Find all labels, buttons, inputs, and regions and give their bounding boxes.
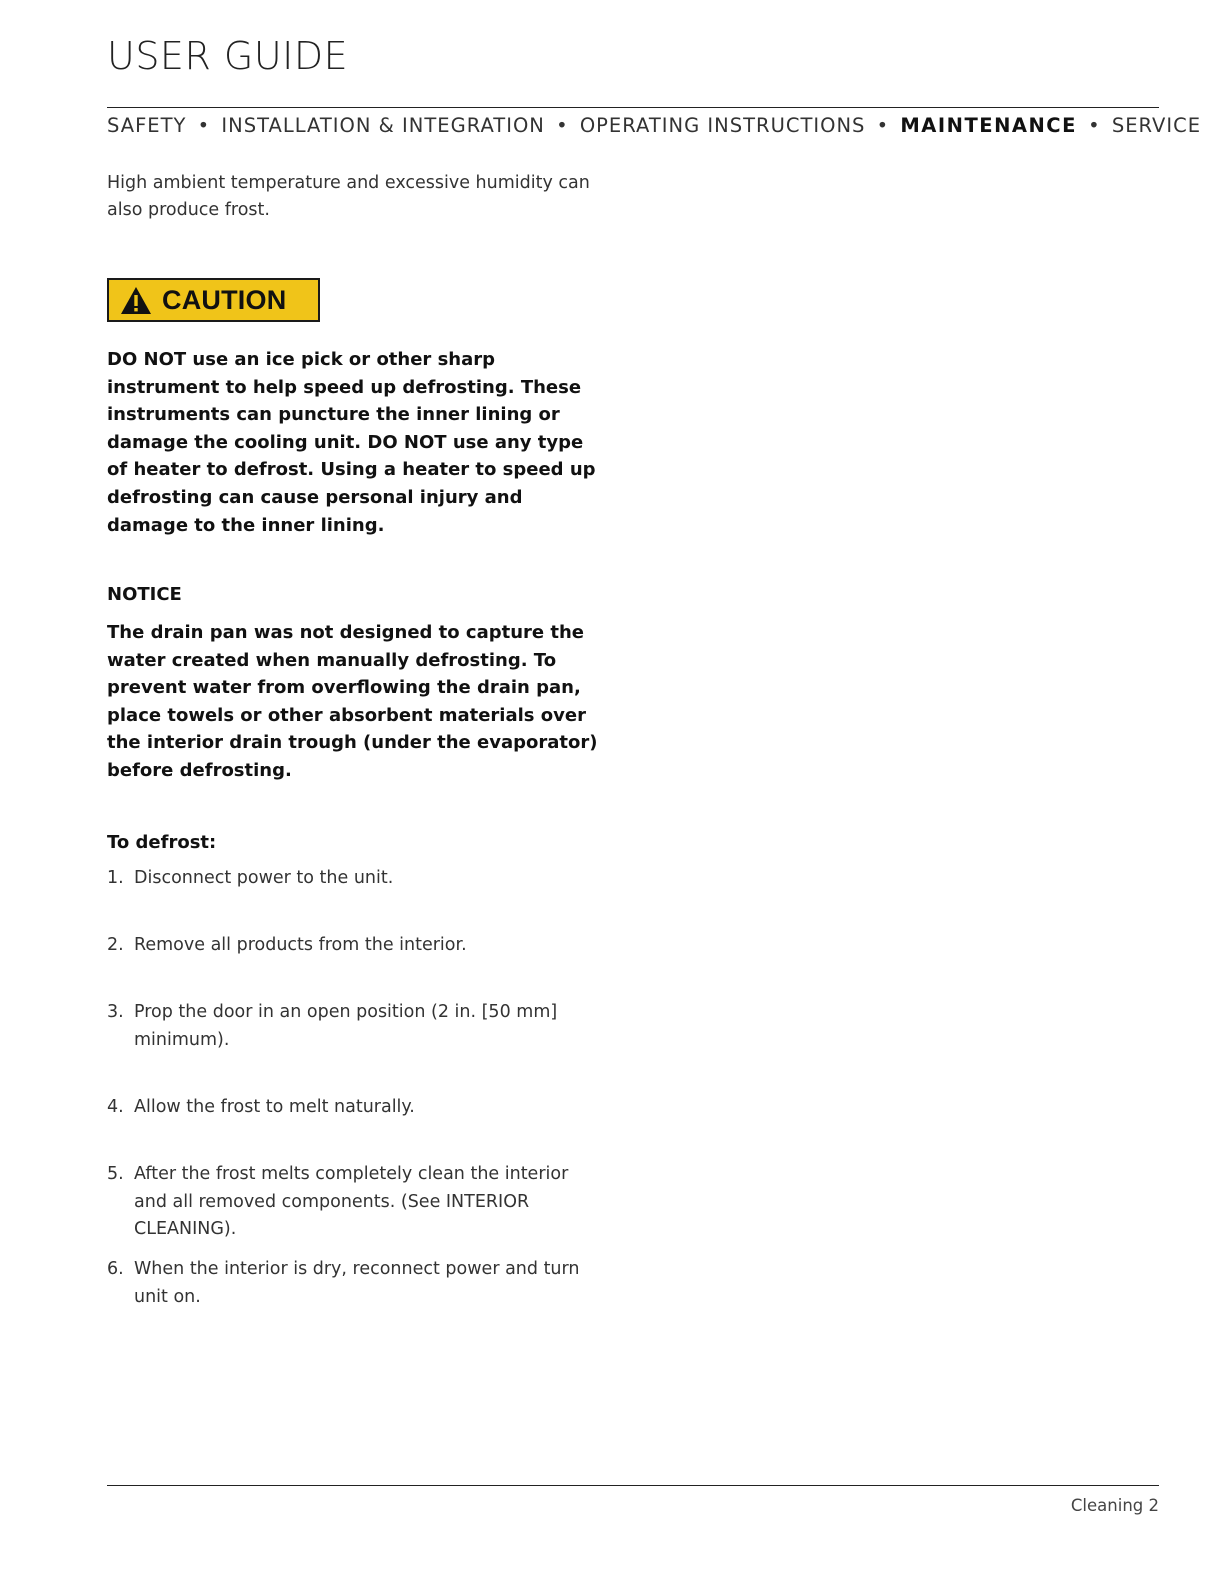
caution-label-text: CAUTION xyxy=(162,284,287,315)
nav-separator: • xyxy=(1088,114,1101,137)
warning-triangle-icon xyxy=(120,286,152,315)
notice-body-text: The drain pan was not designed to capture the water created when manually defrosting. To prevent water from overflowing the drain pan, place towels or other absorbent materials over the interior drain trough (under the evaporator) before defrosting. xyxy=(107,622,598,781)
nav-separator: • xyxy=(876,114,890,137)
defrost-heading: To defrost: xyxy=(107,832,217,853)
list-item xyxy=(107,999,602,1054)
page-title: USER GUIDE xyxy=(107,34,349,78)
step-text: After the frost melts completely clean the interior and all removed components. (See INTERIOR CLEANING). xyxy=(134,1164,569,1240)
list-item xyxy=(107,1161,602,1244)
nav-item-maintenance: MAINTENANCE xyxy=(900,114,1077,137)
nav-item-safety: SAFETY xyxy=(107,114,187,137)
nav-separator: • xyxy=(556,114,569,137)
intro-block xyxy=(107,170,597,224)
step-text: Allow the frost to melt naturally. xyxy=(134,1097,415,1117)
step-number: 6. xyxy=(107,1259,124,1279)
list-item xyxy=(107,932,602,960)
list-item xyxy=(107,1256,602,1311)
list-item xyxy=(107,865,602,893)
step-number: 5. xyxy=(107,1164,124,1184)
nav-item-installation: INSTALLATION & INTEGRATION xyxy=(221,114,545,137)
caution-body-text: DO NOT use an ice pick or other sharp instrument to help speed up defrosting. These instruments can puncture the inner lining or damage the cooling unit. DO NOT use any type of heater to defrost. Using a heater to speed up defrosting can cause personal injury and damage to the inner lining. xyxy=(107,349,596,536)
header-divider xyxy=(107,107,1159,108)
step-text: Remove all products from the interior. xyxy=(134,935,467,955)
footer-page-label: Cleaning 2 xyxy=(1070,1496,1159,1515)
nav-item-service: SERVICE xyxy=(1111,114,1202,137)
step-number: 4. xyxy=(107,1097,124,1117)
intro-text: High ambient temperature and excessive humidity can also produce frost. xyxy=(107,173,590,220)
step-text: Disconnect power to the unit. xyxy=(134,868,394,888)
step-number: 2. xyxy=(107,935,124,955)
step-number: 3. xyxy=(107,1002,124,1022)
footer-divider xyxy=(107,1485,1159,1486)
notice-heading: NOTICE xyxy=(107,584,182,605)
caution-badge xyxy=(107,278,320,322)
step-text: Prop the door in an open position (2 in. [50 mm] minimum). xyxy=(134,1002,558,1050)
nav-item-operating: OPERATING INSTRUCTIONS xyxy=(579,114,866,137)
nav-separator: • xyxy=(197,114,211,137)
list-item xyxy=(107,1094,602,1122)
step-text: When the interior is dry, reconnect power and turn unit on. xyxy=(134,1259,580,1307)
step-number: 1. xyxy=(107,868,124,888)
section-breadcrumb xyxy=(107,114,1202,137)
